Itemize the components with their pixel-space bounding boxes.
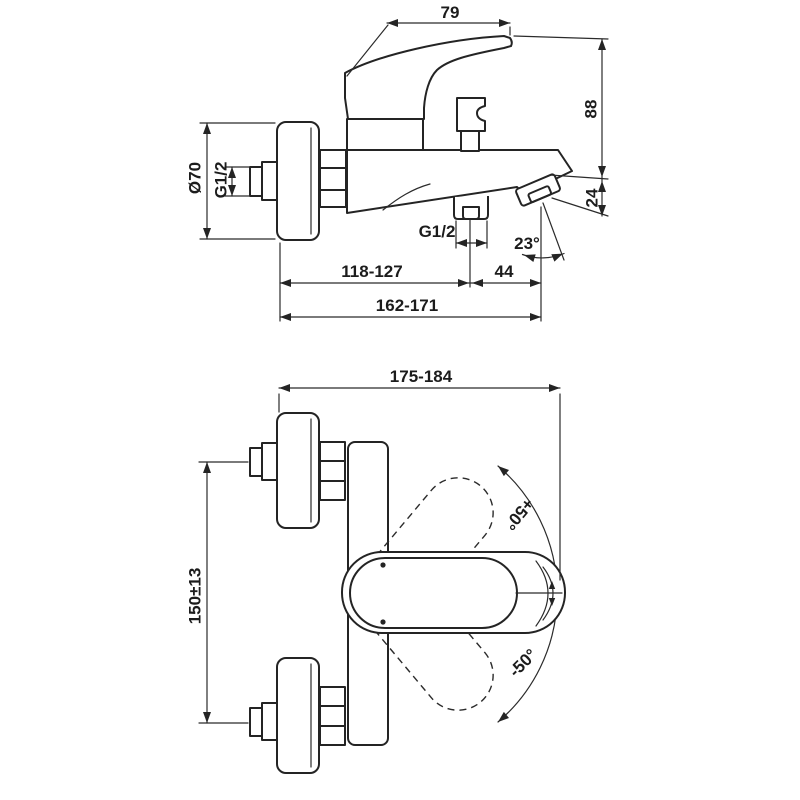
dim-arrow [280, 279, 291, 287]
escutcheon-side [277, 122, 319, 240]
dim-label-outlet-thread: G1/2 [418, 222, 456, 241]
spout-body-side [347, 119, 572, 219]
inlet-connector-side [250, 162, 277, 200]
upper-inlet-front [250, 413, 345, 528]
hex-nut [320, 687, 345, 745]
dim-arrow [598, 39, 606, 50]
hot-indicator-dot [380, 562, 385, 567]
dim-label-overall-width: 175-184 [389, 367, 453, 386]
diverter-cap [457, 98, 485, 131]
dim-label-spout-angle: 23° [514, 234, 540, 253]
dim-arrow [472, 279, 483, 287]
dim-label-overall-height: 88 [581, 99, 601, 119]
dim-arrow [476, 239, 487, 247]
dim-label-inlet-thread: G1/2 [211, 161, 231, 199]
dim-arrow [499, 19, 510, 27]
dim-label-inlet-centres: 150±13 [185, 567, 205, 625]
dim-arrow [203, 712, 211, 723]
escutcheon-plate [277, 413, 319, 528]
thread-step [250, 167, 262, 196]
dim-arrow [549, 384, 560, 392]
dim-arrow [203, 462, 211, 473]
inlet-nipple [262, 703, 277, 740]
thread-step [250, 448, 262, 476]
dim-arrow [280, 313, 291, 321]
dim-label-swing-up: +50° [500, 494, 538, 534]
lever-handle-side [345, 36, 512, 119]
dim-label-spout-drop: 24 [582, 188, 602, 208]
hex-nut [320, 442, 345, 500]
dim-arrow [279, 384, 290, 392]
dim-arrow [598, 166, 606, 177]
cold-indicator-dot [380, 619, 385, 624]
dim-arrow [530, 313, 541, 321]
inlet-nipple [262, 443, 277, 480]
dim-arrow [203, 228, 211, 239]
lever-handle-front [342, 552, 565, 633]
dim-label-outlet-to-spout: 44 [494, 262, 514, 281]
extension-line [514, 36, 608, 39]
dim-label-wall-to-spout-tip: 162-171 [375, 296, 439, 315]
dim-arrow [456, 239, 467, 247]
hex-nut-side [320, 150, 346, 207]
dim-arrow [530, 279, 541, 287]
dim-label-swing-down: -50° [505, 645, 541, 681]
dim-arrow [203, 123, 211, 134]
diverter-stem [461, 131, 479, 151]
thread-step [250, 708, 262, 736]
escutcheon-plate [277, 122, 319, 240]
side-view [186, 3, 609, 321]
nut-body [320, 150, 346, 207]
dim-arrow [458, 279, 469, 287]
dim-label-wall-to-outlet: 118-127 [341, 262, 403, 281]
front-view [186, 367, 566, 773]
dim-label-escutcheon-diameter: Ø70 [185, 161, 205, 195]
inlet-nipple [262, 162, 277, 200]
dim-arrow [387, 19, 398, 27]
escutcheon-plate [277, 658, 319, 773]
lower-inlet-front [250, 658, 345, 773]
diverter-knob [457, 98, 485, 151]
angle-leg-line [543, 203, 564, 260]
dim-label-handle-length: 79 [440, 3, 460, 22]
